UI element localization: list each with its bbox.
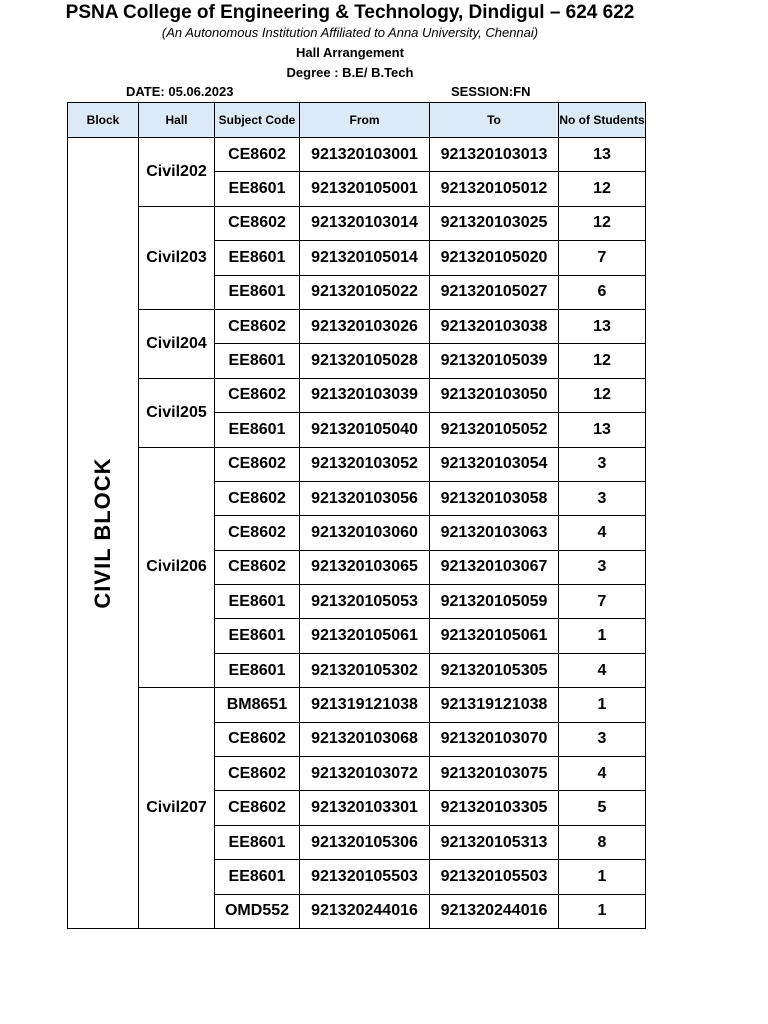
to-cell: 921320105313 bbox=[430, 825, 559, 859]
page-subtitle: (An Autonomous Institution Affiliated to Anna University, Chennai) bbox=[161, 25, 539, 40]
from-cell: 921320103056 bbox=[300, 481, 430, 515]
student-count-cell: 3 bbox=[559, 447, 646, 481]
to-cell: 921319121038 bbox=[430, 688, 559, 722]
table-row bbox=[68, 688, 646, 722]
from-cell: 921320103068 bbox=[300, 722, 430, 756]
table-row bbox=[68, 206, 646, 240]
block-cell bbox=[68, 138, 139, 929]
subject-code-cell: CE8602 bbox=[215, 550, 300, 584]
subject-code-cell: EE8601 bbox=[215, 344, 300, 378]
to-cell: 921320105027 bbox=[430, 275, 559, 309]
subject-code-cell: CE8602 bbox=[215, 481, 300, 515]
column-header-hall: Hall bbox=[139, 103, 215, 138]
student-count-cell: 3 bbox=[559, 722, 646, 756]
from-cell: 921320103065 bbox=[300, 550, 430, 584]
student-count-cell: 4 bbox=[559, 757, 646, 791]
to-cell: 921320105503 bbox=[430, 860, 559, 894]
subject-code-cell: CE8602 bbox=[215, 138, 300, 172]
to-cell: 921320105020 bbox=[430, 241, 559, 275]
student-count-cell: 4 bbox=[559, 516, 646, 550]
subject-code-cell: EE8601 bbox=[215, 585, 300, 619]
column-header-no-of-students: No of Students bbox=[559, 103, 646, 138]
from-cell: 921320103060 bbox=[300, 516, 430, 550]
student-count-cell: 1 bbox=[559, 860, 646, 894]
hall-name: Civil207 bbox=[139, 688, 215, 929]
student-count-cell: 1 bbox=[559, 619, 646, 653]
from-cell: 921320105053 bbox=[300, 585, 430, 619]
student-count-cell: 1 bbox=[559, 688, 646, 722]
table-row bbox=[68, 447, 646, 481]
student-count-cell: 6 bbox=[559, 275, 646, 309]
from-cell: 921320103014 bbox=[300, 206, 430, 240]
from-cell: 921320105061 bbox=[300, 619, 430, 653]
to-cell: 921320103305 bbox=[430, 791, 559, 825]
subject-code-cell: EE8601 bbox=[215, 275, 300, 309]
from-cell: 921320103001 bbox=[300, 138, 430, 172]
subject-code-cell: OMD552 bbox=[215, 894, 300, 928]
subject-code-cell: CE8602 bbox=[215, 309, 300, 343]
from-cell: 921320105503 bbox=[300, 860, 430, 894]
table-body bbox=[68, 138, 646, 929]
from-cell: 921320103026 bbox=[300, 309, 430, 343]
student-count-cell: 12 bbox=[559, 206, 646, 240]
student-count-cell: 13 bbox=[559, 413, 646, 447]
from-cell: 921320103301 bbox=[300, 791, 430, 825]
column-header-subject-code: Subject Code bbox=[215, 103, 300, 138]
to-cell: 921320105059 bbox=[430, 585, 559, 619]
from-cell: 921320103039 bbox=[300, 378, 430, 412]
to-cell: 921320244016 bbox=[430, 894, 559, 928]
degree-label: Degree : B.E/ B.Tech bbox=[286, 65, 414, 80]
to-cell: 921320105061 bbox=[430, 619, 559, 653]
to-cell: 921320103050 bbox=[430, 378, 559, 412]
page-title: PSNA College of Engineering & Technology, Dindigul – 624 622 bbox=[65, 2, 635, 23]
from-cell: 921320244016 bbox=[300, 894, 430, 928]
to-cell: 921320103067 bbox=[430, 550, 559, 584]
table-row bbox=[68, 378, 646, 412]
student-count-cell: 12 bbox=[559, 344, 646, 378]
column-header-block: Block bbox=[68, 103, 139, 138]
from-cell: 921319121038 bbox=[300, 688, 430, 722]
from-cell: 921320105302 bbox=[300, 653, 430, 687]
subject-code-cell: BM8651 bbox=[215, 688, 300, 722]
to-cell: 921320103054 bbox=[430, 447, 559, 481]
subject-code-cell: EE8601 bbox=[215, 619, 300, 653]
exam-session: SESSION:FN bbox=[451, 84, 531, 99]
subject-code-cell: EE8601 bbox=[215, 172, 300, 206]
to-cell: 921320103025 bbox=[430, 206, 559, 240]
from-cell: 921320105022 bbox=[300, 275, 430, 309]
hall-arrangement-table bbox=[67, 102, 646, 929]
subject-code-cell: CE8602 bbox=[215, 206, 300, 240]
student-count-cell: 8 bbox=[559, 825, 646, 859]
column-header-from: From bbox=[300, 103, 430, 138]
to-cell: 921320105039 bbox=[430, 344, 559, 378]
subject-code-cell: CE8602 bbox=[215, 757, 300, 791]
student-count-cell: 1 bbox=[559, 894, 646, 928]
from-cell: 921320105014 bbox=[300, 241, 430, 275]
hall-name: Civil202 bbox=[139, 138, 215, 207]
subject-code-cell: CE8602 bbox=[215, 447, 300, 481]
table-header-row bbox=[68, 103, 646, 138]
subject-code-cell: EE8601 bbox=[215, 860, 300, 894]
student-count-cell: 12 bbox=[559, 378, 646, 412]
from-cell: 921320103052 bbox=[300, 447, 430, 481]
from-cell: 921320105040 bbox=[300, 413, 430, 447]
subject-code-cell: CE8602 bbox=[215, 722, 300, 756]
table-row bbox=[68, 138, 646, 172]
student-count-cell: 3 bbox=[559, 550, 646, 584]
hall-name: Civil205 bbox=[139, 378, 215, 447]
from-cell: 921320105306 bbox=[300, 825, 430, 859]
subject-code-cell: EE8601 bbox=[215, 825, 300, 859]
exam-date: DATE: 05.06.2023 bbox=[126, 84, 234, 99]
block-name: CIVIL BLOCK bbox=[90, 457, 115, 609]
hall-name: Civil204 bbox=[139, 309, 215, 378]
student-count-cell: 13 bbox=[559, 138, 646, 172]
table-row bbox=[68, 309, 646, 343]
column-header-to: To bbox=[430, 103, 559, 138]
subject-code-cell: CE8602 bbox=[215, 791, 300, 825]
to-cell: 921320105052 bbox=[430, 413, 559, 447]
subject-code-cell: EE8601 bbox=[215, 653, 300, 687]
to-cell: 921320103038 bbox=[430, 309, 559, 343]
student-count-cell: 12 bbox=[559, 172, 646, 206]
to-cell: 921320103013 bbox=[430, 138, 559, 172]
subject-code-cell: EE8601 bbox=[215, 241, 300, 275]
to-cell: 921320103075 bbox=[430, 757, 559, 791]
subject-code-cell: EE8601 bbox=[215, 413, 300, 447]
student-count-cell: 5 bbox=[559, 791, 646, 825]
student-count-cell: 3 bbox=[559, 481, 646, 515]
to-cell: 921320103063 bbox=[430, 516, 559, 550]
student-count-cell: 7 bbox=[559, 241, 646, 275]
from-cell: 921320105028 bbox=[300, 344, 430, 378]
student-count-cell: 4 bbox=[559, 653, 646, 687]
to-cell: 921320103070 bbox=[430, 722, 559, 756]
subject-code-cell: CE8602 bbox=[215, 378, 300, 412]
from-cell: 921320103072 bbox=[300, 757, 430, 791]
hall-name: Civil203 bbox=[139, 206, 215, 309]
student-count-cell: 7 bbox=[559, 585, 646, 619]
student-count-cell: 13 bbox=[559, 309, 646, 343]
section-heading: Hall Arrangement bbox=[296, 45, 404, 60]
subject-code-cell: CE8602 bbox=[215, 516, 300, 550]
from-cell: 921320105001 bbox=[300, 172, 430, 206]
hall-name: Civil206 bbox=[139, 447, 215, 688]
to-cell: 921320105305 bbox=[430, 653, 559, 687]
to-cell: 921320103058 bbox=[430, 481, 559, 515]
to-cell: 921320105012 bbox=[430, 172, 559, 206]
